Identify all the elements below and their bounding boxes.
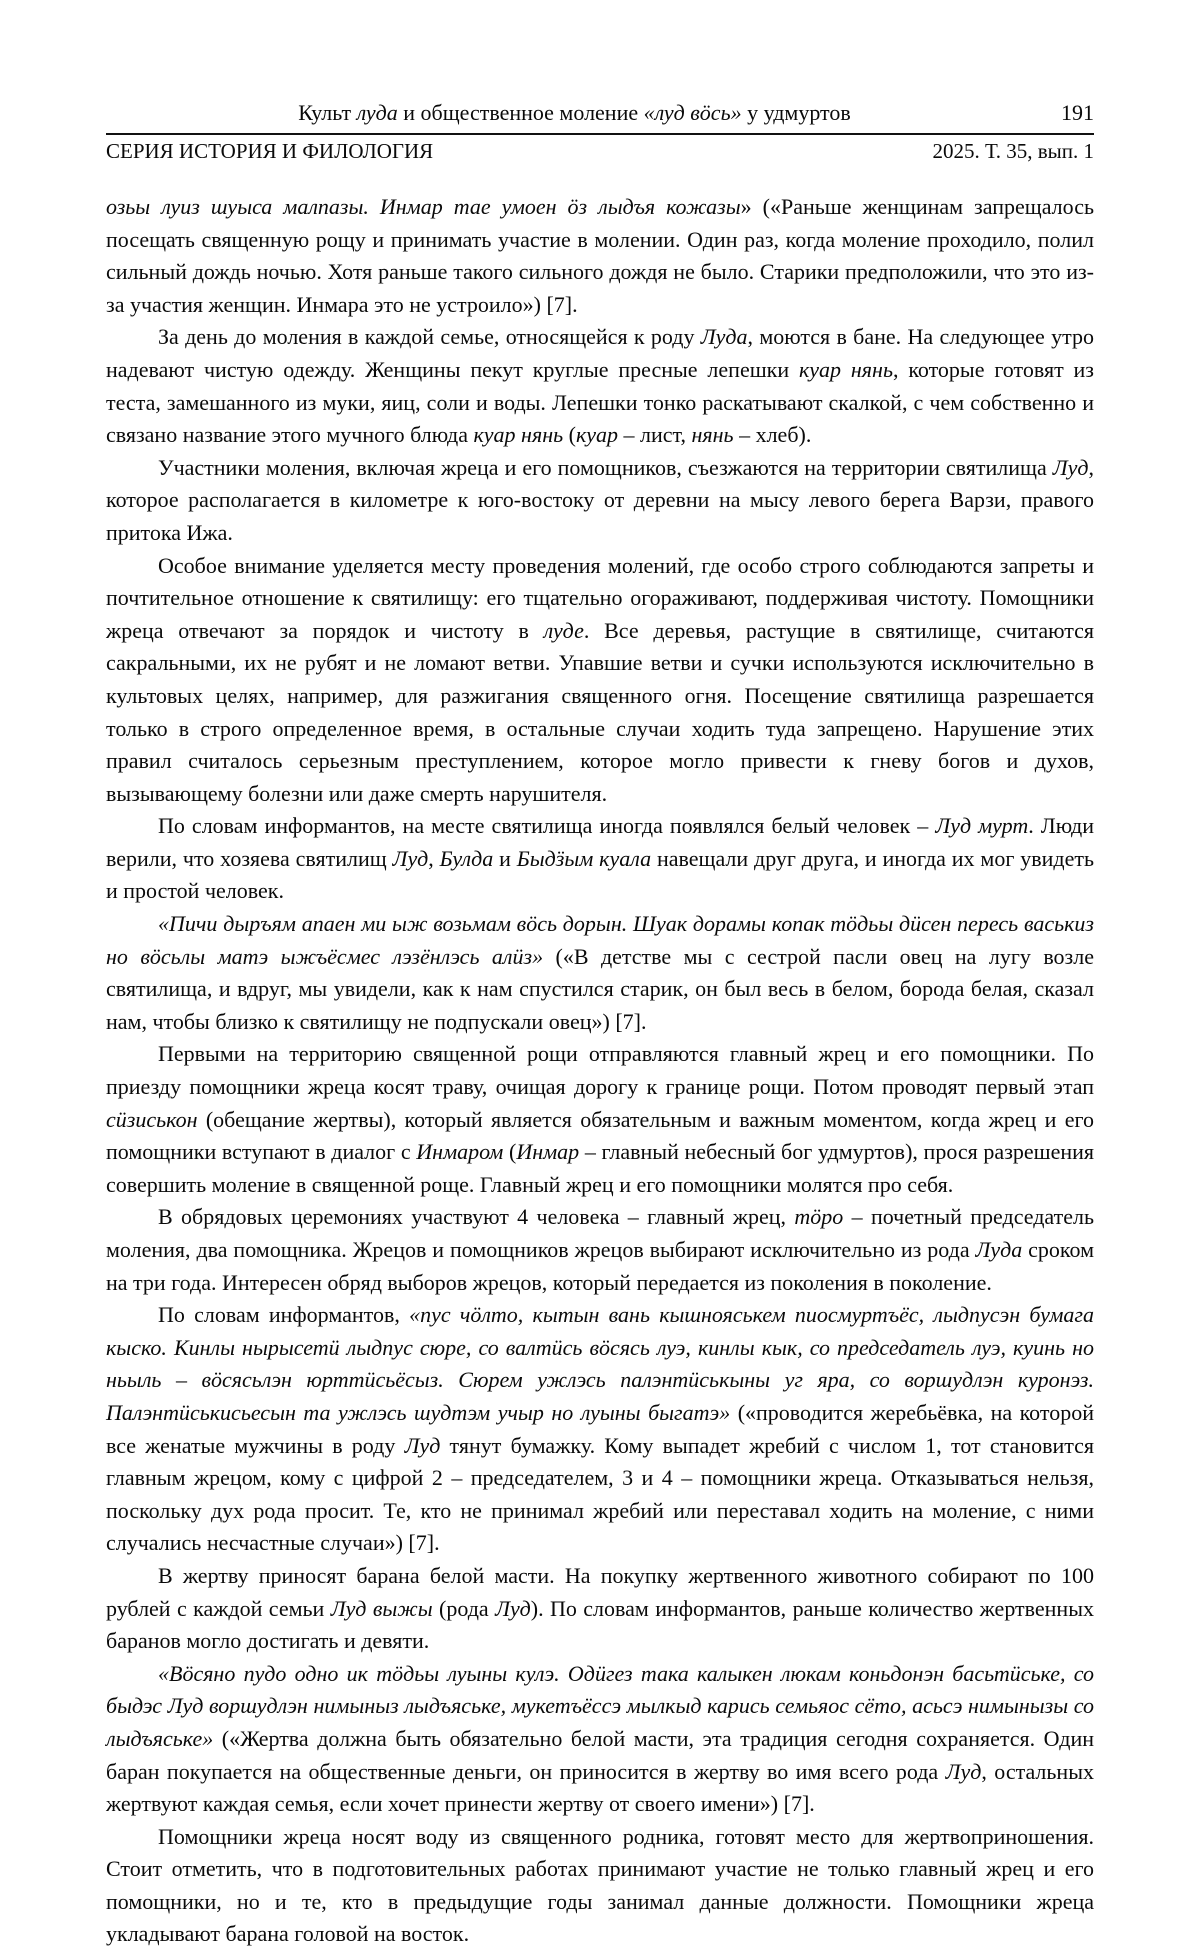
text-run: тянут бумажку. Кому выпадет жребий с числом 1, тот становится главным жрецом, кому с цифрой 2 – председателем, 3 и 4 – помощники жреца. Отказываться нельзя, поскольку дух рода просит. Те, кто не принимал жребий или переставал ходить на моление, с ними случались несчастные случаи») [7].	[106, 1432, 1095, 1556]
text-run: и общественное моление	[397, 100, 644, 125]
text-run: , моются в бане. На следующее утро надевают чистую одежду. Женщины пекут круглые пресные лепешки	[106, 324, 1094, 382]
italic-run: Инмар	[516, 1139, 580, 1165]
text-run: , которые готовят из теста, замешанного из муки, яиц, соли и воды. Лепешки тонко раскатывают скалкой, с чем собственно и связано название этого мучного блюда	[106, 356, 1094, 448]
text-run: ,	[428, 845, 440, 871]
running-title	[106, 100, 1043, 126]
running-head	[106, 100, 1094, 126]
italic-run: «Вöсяно пудо одно ик тöдьы луыны кулэ. Одüгез така калыкен люкам коньдонэн басьтüське, со быдэс Луд воршудлэн нимыныз лыдъяське, мукетъёссэ мылкыд карись семьяос сёто, асьсэ нимынызы со лыдъяське»	[106, 1660, 1094, 1751]
paragraph	[106, 810, 1094, 908]
italic-run: сüзиськон	[106, 1106, 198, 1132]
issue-label: 2025. Т. 35, вып. 1	[932, 139, 1094, 163]
text-run: Первыми на территорию священной рощи отправляются главный жрец и его помощники. По приезду помощники жреца косят траву, очищая дорогу к границе рощи. Потом проводят первый этап	[106, 1041, 1094, 1100]
text-run: В обрядовых церемониях участвуют 4 человека – главный жрец,	[158, 1204, 795, 1230]
italic-run: Луда	[975, 1237, 1023, 1262]
paragraph	[106, 550, 1094, 811]
text-run: (	[563, 422, 576, 448]
italic-run: нянь	[691, 422, 734, 448]
text-run: – главный небесный бог удмуртов), прося разрешения совершить моление в священной роще. Главный жрец и его помощники молятся про себя.	[106, 1139, 1095, 1197]
text-run: (обещание жертвы), который является обязательным и важным моментом, когда жрец и его помощники вступают в диалог с	[106, 1106, 1094, 1165]
text-run: Особое внимание уделяется месту проведения молений, где особо строго соблюдаются запреты и почтительное отношение к святилищу: его тщательно огораживают, поддерживая чистоту. Помощники жреца отвечают за порядок и чистоту в	[106, 552, 1094, 643]
italic-run: Луд выжы	[330, 1595, 433, 1621]
text-run: , остальных жертвуют каждая семья, если хочет принести жертву от своего имени») [7].	[106, 1758, 1094, 1817]
italic-run: Луд	[392, 845, 429, 871]
italic-run: «Пичи дыръям апаен ми ыж возьмам вöсь дорын. Шуак дорамы копак тöдьы дüсен пересь васькиз но вöсьлы матэ ыжъёсмес лэзёнлэсь алüз»	[106, 911, 1094, 969]
italic-run: Луд	[1052, 454, 1089, 480]
paragraph	[106, 191, 1094, 321]
article-body	[106, 191, 1094, 1951]
text-run: («Жертва должна быть обязательно белой масти, эта традиция сегодня сохраняется. Один баран покупается на общественные деньги, он приносится в жертву во имя всего рода	[106, 1725, 1094, 1784]
paragraph	[106, 1038, 1094, 1201]
text-run: – лист,	[618, 422, 692, 448]
text-run: По словам информантов, на месте святилища иногда появлялся белый человек –	[158, 813, 936, 839]
text-run: у удмуртов	[741, 100, 851, 125]
text-run: навещали друг друга, и иногда их мог увидеть и простой человек.	[106, 845, 1094, 904]
text-run: В жертву приносят барана белой масти. На покупку жертвенного животного собирают по 100 рублей с каждой семьи	[106, 1562, 1094, 1621]
italic-run: «пус чöлто, кытын вань кышнояськем пиосмуртъёс, лыдпусэн бумага кыско. Кинлы нырысетü лыдпус сюре, со валтüсь вöсясь луэ, кинлы кык, со председатель луэ, куинь но ньыль – вöсясьлэн юрттüсьёсыз. Сюрем ужлэсь палэнтüськыны уг яра, со воршудлэн куронэз. Палэнтüськисьесын та ужлэсь шудтэм учыр но луыны быгатэ»	[106, 1302, 1094, 1425]
paragraph	[106, 908, 1094, 1038]
text-run: . Все деревья, растущие в святилище, считаются сакральными, их не рубят и не ломают ветви. Упавшие ветви и сучки используются исключительно в культовых целях, например, для разжигания священного огня. Посещение святилища разрешается только в строго определенное время, в остальные случаи ходить туда запрещено. Нарушение этих правил считалось серьезным преступлением, которое могло привести к гневу богов и духов, вызывающему болезни или даже смерть нарушителя.	[106, 617, 1094, 806]
paragraph	[106, 452, 1094, 550]
text-run: По словам информантов,	[158, 1302, 410, 1328]
italic-run: Луд	[495, 1595, 531, 1621]
text-run: Участники моления, включая жреца и его помощников, съезжаются на территории святилища	[158, 454, 1053, 480]
text-run: и	[493, 845, 517, 871]
italic-run: Луд	[404, 1432, 441, 1458]
text-run: . Люди верили, что хозяева святилищ	[106, 813, 1094, 871]
italic-run: куар	[575, 422, 619, 448]
text-run: За день до моления в каждой семье, относящейся к роду	[158, 324, 701, 350]
page-number: 191	[1061, 100, 1094, 125]
text-run: («проводится жеребьёвка, на которой все женатые мужчины в роду	[106, 1399, 1094, 1458]
paragraph	[106, 1299, 1094, 1560]
italic-run: Луд	[945, 1758, 982, 1784]
paragraph	[106, 321, 1094, 451]
italic-run: Луда	[700, 324, 748, 350]
text-run: (рода	[432, 1595, 496, 1621]
series-label: СЕРИЯ ИСТОРИЯ И ФИЛОЛОГИЯ	[106, 139, 434, 163]
italic-run: куар нянь	[798, 356, 893, 382]
text-run: » («Раньше женщинам запрещалось посещать священную рощу и принимать участие в молении. Один раз, когда моление проходило, полил сильный дождь ночью. Хотя раньше такого сильного дождя не было. Старики предположили, что это из-за участия женщин. Инмара это не устроило») [7].	[106, 194, 1094, 317]
text-run: сроком на три года. Интересен обряд выборов жрецов, который передается из поколения в поколение.	[106, 1237, 1094, 1295]
italic-run: луде	[543, 617, 584, 643]
paragraph	[106, 1821, 1094, 1951]
paragraph	[106, 1201, 1094, 1299]
italic-run: куар нянь	[473, 422, 564, 448]
text-run: Помощники жреца носят воду из священного родника, готовят место для жертвоприношения. Стоит отметить, что в подготовительных работах принимают участие не только главный жрец и его помощники, но и те, кто в предыдущие годы занимал данные должности. Помощники жреца укладывают барана головой на восток.	[106, 1823, 1094, 1947]
italic-run: тöро	[794, 1204, 844, 1230]
text-run: (	[503, 1139, 517, 1165]
italic-run: луда	[356, 100, 398, 125]
italic-run: Булда	[439, 845, 494, 871]
text-run: («В детстве мы с сестрой пасли овец на лугу возле святилища, и вдруг, мы увидели, как к нам спустился старик, он был весь в белом, борода белая, сказал нам, чтобы близко к святилищу не подпускали овец») [7].	[106, 943, 1094, 1034]
italic-run: озьы луиз шуыса малпазы. Инмар тае умоен öз лыдъя кожазы	[106, 194, 741, 219]
series-row	[106, 135, 1094, 164]
italic-run: «луд вöсь»	[643, 100, 742, 125]
text-run: – хлеб).	[733, 422, 812, 448]
text-run: Культ	[298, 100, 357, 125]
text-run: – почетный председатель моления, два помощника. Жрецов и помощников жрецов выбирают исключительно из рода	[106, 1204, 1094, 1262]
italic-run: Инмаром	[416, 1139, 504, 1165]
paragraph	[106, 1560, 1094, 1658]
text-run: , которое располагается в километре к юго-востоку от деревни на мысу левого берега Варзи, правого притока Ижа.	[106, 454, 1094, 545]
paragraph	[106, 1658, 1094, 1821]
text-run: ). По словам информантов, раньше количество жертвенных баранов могло достигать и девяти.	[106, 1595, 1094, 1654]
italic-run: Луд мурт	[935, 813, 1029, 839]
italic-run: Быдӟым куала	[516, 845, 652, 871]
